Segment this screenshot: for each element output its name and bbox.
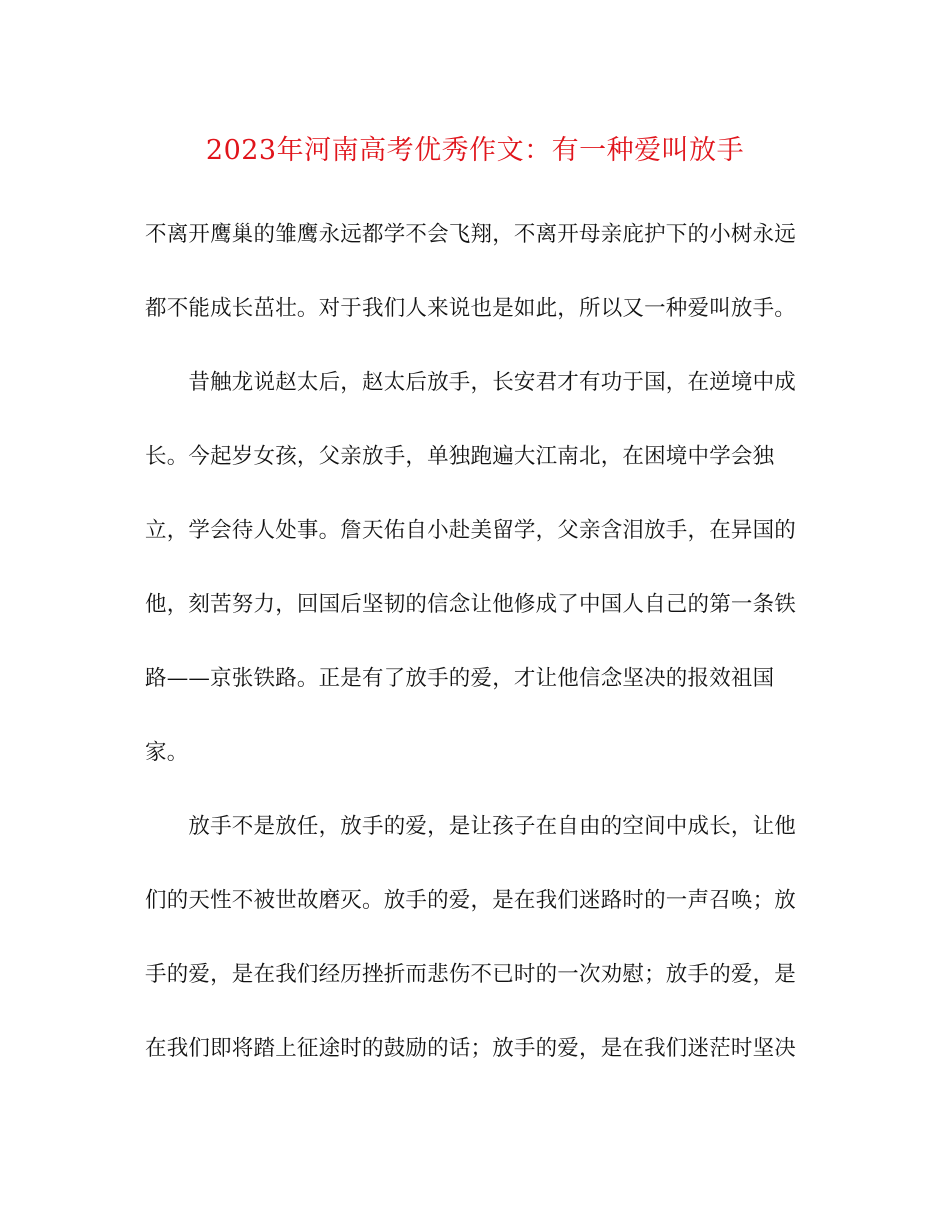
- text-line: 他，刻苦努力，回国后坚韧的信念让他修成了中国人自己的第一条铁: [145, 592, 797, 617]
- text-line: 路——京张铁路。正是有了放手的爱，才让他信念坚决的报效祖国: [145, 666, 775, 691]
- text-line: 昔触龙说赵太后，赵太后放手，长安君才有功于国，在逆境中成: [145, 370, 797, 395]
- text-line: 不离开鹰巢的雏鹰永远都学不会飞翔，不离开母亲庇护下的小树永远: [145, 222, 797, 247]
- text-line: 立，学会待人处事。詹天佑自小赴美留学，父亲含泪放手，在异国的: [145, 518, 797, 543]
- document-title: 2023年河南高考优秀作文：有一种爱叫放手: [205, 135, 745, 166]
- text-line: 都不能成长茁壮。对于我们人来说也是如此，所以又一种爱叫放手。: [145, 296, 797, 321]
- text-line: 家。: [145, 740, 189, 765]
- text-line: 手的爱，是在我们经历挫折而悲伤不已时的一次劝慰；放手的爱，是: [145, 962, 797, 987]
- text-line: 长。今起岁女孩，父亲放手，单独跑遍大江南北，在困境中学会独: [145, 444, 775, 469]
- text-line: 放手不是放任，放手的爱，是让孩子在自由的空间中成长，让他: [145, 814, 797, 839]
- text-line: 们的天性不被世故磨灭。放手的爱，是在我们迷路时的一声召唤；放: [145, 888, 797, 913]
- text-line: 在我们即将踏上征途时的鼓励的话；放手的爱，是在我们迷茫时坚决: [145, 1036, 797, 1061]
